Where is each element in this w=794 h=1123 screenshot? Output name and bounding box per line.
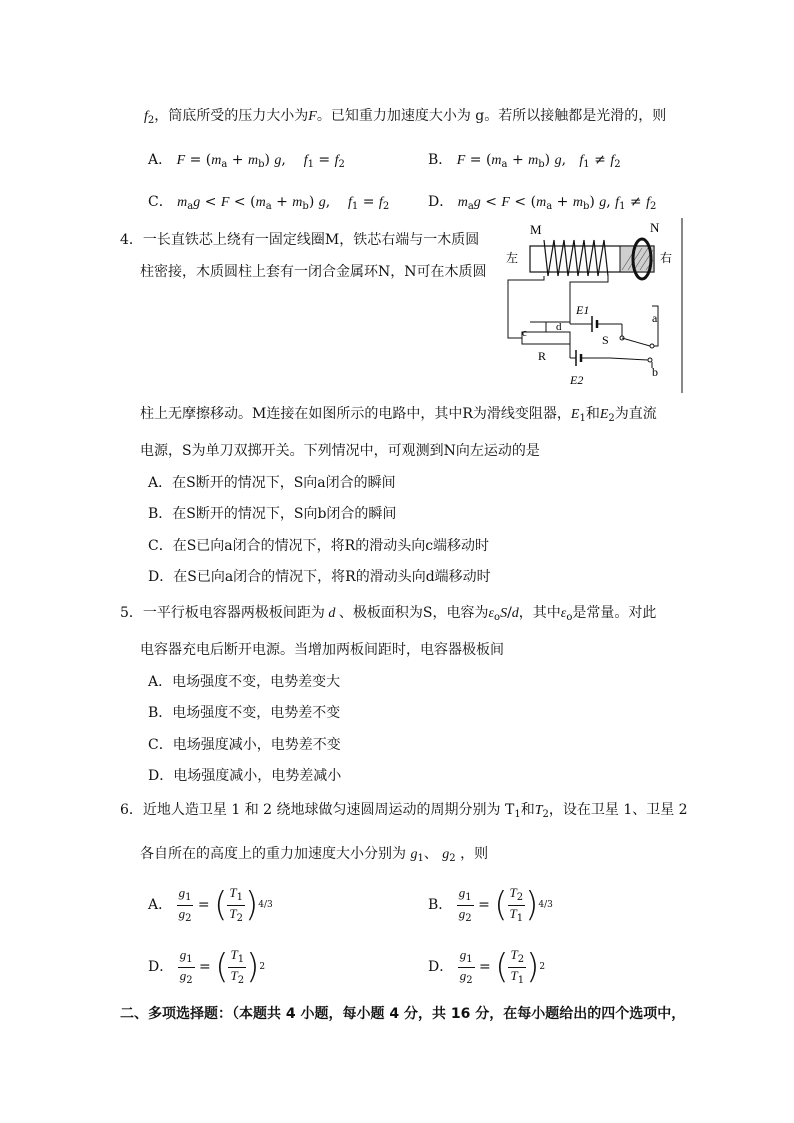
- label-d: d: [556, 321, 562, 333]
- label-c: c: [522, 327, 527, 339]
- q6-line-2: 各自所在的高度上的重力加速度大小分别为 $g_1$、 $g_2$ ，则: [140, 846, 489, 864]
- q4-line-3: 柱上无摩擦移动。M连接在如图所示的电路中，其中R为滑线变阻器，$E_1$和$E_2$为直流: [140, 406, 657, 424]
- label-left: 左: [506, 251, 519, 265]
- q6-text: ，设在卫星 1、卫星 2: [548, 802, 688, 818]
- q3-tail-line: $f_2$，筒底所受的压力大小为F。已知重力加速度大小为 g。若所以接触都是光滑的，则: [144, 108, 667, 126]
- label-s: S: [602, 333, 609, 347]
- q4-text: 一长直铁芯上绕有一固定线圈M，铁芯右端与一木质圆: [142, 232, 480, 248]
- q6-text: 、: [423, 846, 438, 862]
- q4-text: 柱上无摩擦移动。M连接在如图所示的电路中，其中R为滑线变阻器，: [140, 406, 571, 422]
- q4-text: 为直流: [614, 406, 657, 422]
- q4-line-2: 柱密接，木质圆柱上套有一闭合金属环N，N可在木质圆: [140, 264, 487, 280]
- q6-option-b[interactable]: B． $\frac{g_1}{g_2}$ = ( $\frac{T_2}{T_1}$ ) 4/3: [428, 884, 553, 925]
- q4-line-4: 电源，S为单刀双掷开关。下列情况中，可观测到N向左运动的是: [140, 443, 540, 459]
- label-e1: E1: [576, 303, 590, 317]
- q6-text: 和: [520, 802, 535, 818]
- label-right: 右: [660, 251, 673, 265]
- question-number: 6．: [120, 802, 143, 818]
- q5-text: ，其中: [518, 605, 561, 621]
- q6-line-1: 6．近地人造卫星 1 和 2 绕地球做匀速圆周运动的周期分别为 $T_1$和$T_2$，设在卫星 1、卫星 2: [120, 802, 688, 820]
- q4-option-b[interactable]: B．在S断开的情况下，S向b闭合的瞬间: [148, 506, 397, 522]
- q6-text: 各自所在的高度上的重力加速度大小分别为: [140, 846, 406, 862]
- q4-option-a[interactable]: A．在S断开的情况下，S向a闭合的瞬间: [148, 475, 396, 491]
- option-letter: D．: [148, 959, 174, 975]
- q4-line-1: [120, 230, 479, 250]
- q3-option-b[interactable]: B． $F = (m_a + m_b)$ g, $f_1 \ne f_2$: [428, 152, 621, 170]
- option-letter: D．: [428, 959, 454, 975]
- label-r: R: [538, 349, 547, 363]
- label-b: b: [652, 365, 658, 379]
- q3-option-d[interactable]: D． $m_ag < F < (m_a + m_b)$ g, $f_1 \ne f_2$: [428, 194, 657, 212]
- label-m: M: [530, 222, 542, 237]
- fraction: $\frac{g_1}{g_2}$: [459, 946, 473, 986]
- option-letter: D．: [428, 194, 454, 210]
- coil-m: [544, 240, 608, 276]
- q5-text: 是常量。对此: [572, 605, 657, 621]
- option-letter: B．: [428, 152, 453, 168]
- fraction: $\frac{g_1}{g_2}$: [458, 884, 472, 924]
- option-letter: A．: [148, 897, 173, 913]
- q5-option-d[interactable]: D．电场强度减小，电势差减小: [148, 768, 342, 784]
- question-number: 5．: [120, 605, 143, 621]
- q3-text-1: ，筒底所受的压力大小为: [154, 108, 309, 124]
- q6-text: 近地人造卫星 1 和 2 绕地球做匀速圆周运动的周期分别为 T: [142, 802, 515, 818]
- q3-option-a[interactable]: A． $F = (m_a + m_b)$ g, $f_1 = f_2$: [148, 152, 345, 170]
- q4-option-c[interactable]: C．在S已向a闭合的情况下，将R的滑动头向c端移动时: [148, 538, 490, 554]
- option-letter: C．: [148, 194, 173, 210]
- q6-option-c[interactable]: D． $\frac{g_1}{g_2}$ = ( $\frac{T_1}{T_2}$ ) 2: [148, 946, 266, 987]
- section-2-heading: 二、多项选择题：（本题共 4 小题，每小题 4 分，共 16 分，在每小题给出的四个选项中，: [120, 1006, 686, 1022]
- q3-text-2: 。已知重力加速度大小为 g。若所以接触都是光滑的，则: [316, 108, 667, 124]
- rheostat-r: [522, 332, 570, 344]
- circuit-diagram: [500, 218, 686, 393]
- q5-option-a[interactable]: A．电场强度不变，电势差变大: [148, 674, 341, 690]
- fraction: $\frac{g_1}{g_2}$: [178, 884, 192, 924]
- fraction: $\frac{g_1}{g_2}$: [179, 946, 193, 986]
- q6-option-d[interactable]: D． $\frac{g_1}{g_2}$ = ( $\frac{T_2}{T_1}$ ) 2: [428, 946, 546, 987]
- option-letter: A．: [148, 152, 173, 168]
- q5-option-b[interactable]: B．电场强度不变，电势差不变: [148, 705, 341, 721]
- q3-option-c[interactable]: C． $m_ag < F < (m_a + m_b)$ g, $f_1 = f_2$: [148, 194, 390, 212]
- q5-line-2: 电容器充电后断开电源。当增加两板间距时，电容器极板间: [140, 642, 504, 658]
- q4-option-d[interactable]: D．在S已向a闭合的情况下，将R的滑动头向d端移动时: [148, 569, 491, 585]
- q6-option-a[interactable]: A． $\frac{g_1}{g_2}$ = ( $\frac{T_1}{T_2}$ ) 4/3: [148, 884, 273, 925]
- question-number: 4．: [120, 232, 143, 248]
- option-letter: B．: [428, 897, 453, 913]
- q5-option-c[interactable]: C．电场强度减小，电势差不变: [148, 737, 341, 753]
- q5-text: 、极板面积为S，电容为: [338, 605, 489, 621]
- q5-text: 一平行板电容器两极板间距为: [142, 605, 325, 621]
- label-e2: E2: [570, 373, 584, 387]
- q4-text: 和: [585, 406, 600, 422]
- label-a: a: [652, 311, 658, 325]
- label-n: N: [650, 220, 660, 235]
- q5-line-1: 5．一平行板电容器两极板间距为 d 、极板面积为S，电容为$\varepsilon_oS/d$，其中$\varepsilon_o$是常量。对此: [120, 605, 657, 623]
- q6-text: ，则: [460, 846, 489, 862]
